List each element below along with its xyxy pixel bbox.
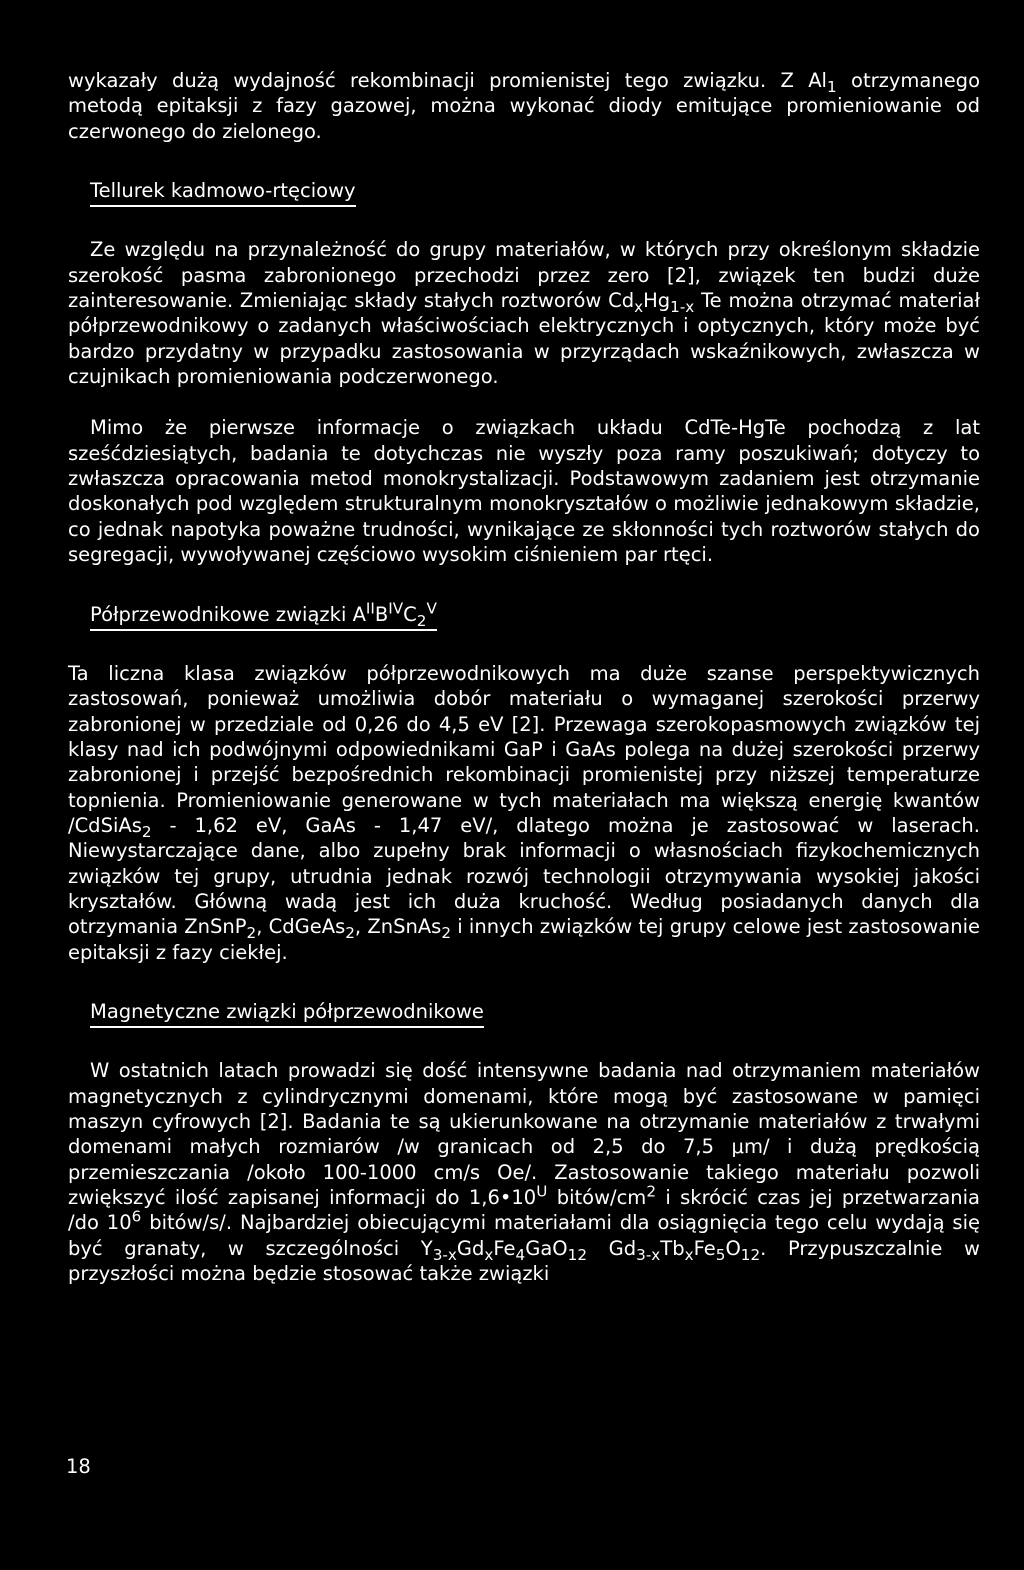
h2-b: B: [374, 602, 389, 626]
p5-gao: GaO: [525, 1236, 568, 1260]
p5-tb: Tb: [660, 1236, 685, 1260]
p4-sub-4: 2: [441, 924, 452, 943]
paragraph-1: [68, 68, 980, 144]
p4a-text: Ta liczna klasa związków półprzewodnikowych ma duże szanse perspektywicznych zastosowań, ponieważ umożliwia dobór materiału o wymaganej szerokości przerwy zabronionej w przedziale od 0,26 do 4,5 eV [2]. Przewaga szerokopasmowych związków tej klasy nad ich podwójnymi odpowiednikami GaP i GaAs polega na dużej szerokości przerwy zabronionej i przejść bezpośrednich rekombinacji promienistej przy niższej temperaturze topnienia. Promieniowanie generowane w tych materiałach ma większą energię kwantów /CdSiAs: [68, 661, 980, 837]
p5-sub-7: 5: [715, 1245, 726, 1264]
p4-sub-2: 2: [246, 924, 257, 943]
paragraph-5: [68, 1058, 980, 1286]
p5-gd: Gd: [456, 1236, 485, 1260]
h2-sup-v: V: [426, 599, 437, 617]
p5b-text: bitów/cm: [547, 1186, 647, 1210]
p4b-text: - 1,62 eV, GaAs - 1,47 eV/, dlatego można je zastosować w laserach. Niewystarczające dane, albo zupełny brak informacji o własnościach fizykochemicznych związków tej grupy, utrudnia jednak rozwój technologii otrzymywania wysokiej jakości kryształów. Główną wadą jest ich duża kruchość. Według posiadanych danych dla otrzymania ZnSnP: [68, 813, 980, 939]
p1b-text: otrzymanego metodą epitaksji z fazy gazowej, można wykonać diody emitujące promieniowanie od czerwonego do zielonego.: [68, 69, 980, 143]
p5-sup-3: 6: [131, 1207, 142, 1226]
p1-sub: 1: [826, 77, 837, 96]
h2-sub: 2: [416, 611, 427, 630]
p4c-text: , CdGeAs: [256, 915, 346, 939]
p2-sub-1x: 1-x: [670, 297, 695, 316]
p5-sup-2: 2: [646, 1182, 656, 1201]
page-number: 18: [66, 1455, 91, 1478]
p5-sub-5: 3-x: [636, 1245, 661, 1264]
p4-sub-3: 2: [345, 924, 355, 943]
p4d-text: , ZnSnAs: [354, 915, 442, 939]
p5d-text: bitów/s/. Najbardziej obiecującymi materiałami dla osiągnięcia tego celu wydają się być granaty, w szczególności Y: [68, 1211, 980, 1260]
heading-magnetyczne: Magnetyczne związki półprzewodnikowe: [90, 999, 484, 1028]
heading-a2b4c5: [90, 599, 437, 631]
h2-c: C: [403, 602, 417, 626]
paragraph-3: Mimo że pierwsze informacje o związkach układu CdTe-HgTe pochodzą z lat sześćdziesiątych, badania te dotychczas nie wyszły poza ramy poszukiwań; dotyczy to zwłaszcza opracowania metod monokrystalizacji. Podstawowym zadaniem jest otrzymanie doskonałych pod względem strukturalnym monokryształów o możliwie jednakowym składzie, co jednak napotyka poważne trudności, wynikające ze skłonności tych roztworów stałych do segregacji, wywoływanej częściowo wysokim ciśnieniem par rtęci.: [68, 416, 980, 567]
p5-fe2: Fe: [693, 1236, 716, 1260]
p5-sub-4: 12: [567, 1245, 587, 1264]
p4e-text: i innych związków tej grupy celowe jest zastosowanie epitaksji z fazy ciekłej.: [68, 915, 981, 964]
p2-hg: Hg: [643, 289, 671, 313]
p2a-text: Ze względu na przynależność do grupy materiałów, w których przy określonym składzie szerokość pasma zabronionego przechodzi przez zero [2], związek ten budzi duże zainteresowanie. Zmieniając składy stałych roztworów Cd: [68, 238, 980, 313]
p5f-text: . Przypuszczalnie w przyszłości można będzie stosować także związki: [68, 1236, 981, 1286]
h2-sup-iv: IV: [388, 599, 404, 617]
p5-sub-1: 3-x: [432, 1245, 457, 1264]
p5-sub-3: 4: [515, 1245, 526, 1264]
p5-sub-6: x: [684, 1245, 694, 1264]
p5-sub-8: 12: [740, 1245, 761, 1264]
p2b-text: Te można otrzymać materiał półprzewodnikowy o zadanych właściwościach elektrycznych i optycznych, który może być bardzo przydatny w przypadku zastosowania w przyrządach wskaźnikowych, zwłaszcza w czujnikach promieniowania podczerwonego.: [68, 289, 980, 389]
paragraph-4: [68, 661, 980, 965]
p5a-text: W ostatnich latach prowadzi się dość intensywne badania nad otrzymaniem materiałów magnetycznych z cylindrycznymi domenami, które mogą być zastosowane w pamięci maszyn cyfrowych [2]. Badania te są ukierunkowane na otrzymanie materiałów z trwałymi domenami małych rozmiarów /w granicach od 2,5 do 7,5 μm/ i dużą prędkością przemieszczania /około 100-1000 cm/s Oe/. Zastosowanie takiego materiału pozwoli zwiększyć ilość zapisanej informacji do 1,6•10: [68, 1059, 980, 1210]
document-page: [68, 68, 980, 1286]
p1-text: wykazały dużą wydajność rekombinacji promienistej tego związku. Z Al: [68, 69, 827, 92]
p5c-text: i skrócić czas jej przetwarzania /do 10: [68, 1186, 980, 1235]
h2-sup-ii: II: [365, 599, 375, 617]
p5e-gd: Gd: [608, 1236, 637, 1260]
p5-fe: Fe: [493, 1236, 516, 1260]
h2-text: Półprzewodnikowe związki A: [90, 602, 366, 626]
p5-o: O: [725, 1236, 741, 1260]
heading-tellurek: Tellurek kadmowo-rtęciowy: [90, 178, 356, 207]
p4-sub-1: 2: [141, 822, 152, 841]
p2-sub-x: x: [634, 297, 644, 316]
p5-sub-2: x: [484, 1245, 494, 1264]
p5-sup-1: U: [536, 1182, 548, 1201]
paragraph-2: [68, 237, 980, 389]
